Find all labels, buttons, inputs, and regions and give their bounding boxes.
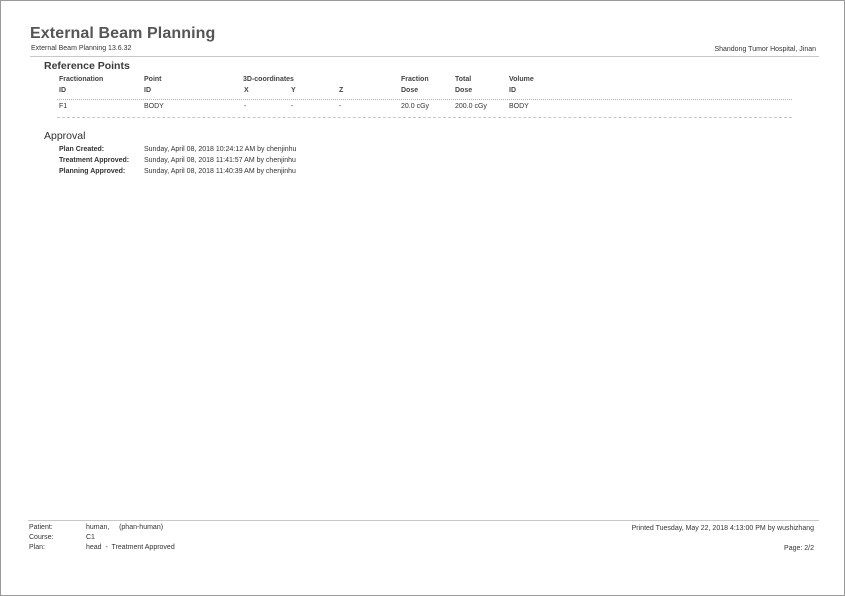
col-header-fraction-dose: Dose <box>401 87 419 94</box>
col-header-fraction: Fraction <box>401 76 429 83</box>
cell-volume-id: BODY <box>509 103 529 110</box>
approval-label-plan-created: Plan Created: <box>59 146 105 153</box>
footer-page-number: Page: 2/2 <box>784 545 814 552</box>
footer-divider <box>28 520 819 521</box>
cell-total-dose: 200.0 cGy <box>455 103 487 110</box>
col-header-fractionation-id: ID <box>59 87 66 94</box>
approval-value-plan-created: Sunday, April 08, 2018 10:24:12 AM by chenjinhu <box>144 146 297 153</box>
footer-plan-value: head - Treatment Approved <box>86 544 175 551</box>
footer-printed-info: Printed Tuesday, May 22, 2018 4:13:00 PM by wushizhang <box>631 525 814 532</box>
col-header-z: Z <box>339 87 344 94</box>
cell-y: - <box>291 103 294 110</box>
cell-point-id: BODY <box>144 103 164 110</box>
table-header-divider <box>57 99 792 100</box>
table-footer-divider <box>57 117 792 118</box>
approval-label-treatment-approved: Treatment Approved: <box>59 157 130 164</box>
col-header-point: Point <box>144 76 162 83</box>
hospital-name: Shandong Tumor Hospital, Jinan <box>714 46 816 53</box>
col-header-y: Y <box>291 87 296 94</box>
report-subtitle: External Beam Planning 13.6.32 <box>31 45 132 52</box>
cell-z: - <box>339 103 342 110</box>
approval-label-planning-approved: Planning Approved: <box>59 168 126 175</box>
approval-value-planning-approved: Sunday, April 08, 2018 11:40:39 AM by chenjinhu <box>144 168 296 175</box>
footer-patient-value: human, (phan-human) <box>86 524 164 531</box>
col-header-fractionation: Fractionation <box>59 76 104 83</box>
col-header-total-dose: Dose <box>455 87 473 94</box>
header-divider <box>30 56 819 57</box>
col-header-3d-coordinates: 3D-coordinates <box>243 76 294 83</box>
reference-points-heading: Reference Points <box>44 60 130 72</box>
col-header-x: X <box>244 87 249 94</box>
cell-fractionation-id: F1 <box>59 103 68 110</box>
approval-heading: Approval <box>44 130 86 142</box>
col-header-total: Total <box>455 76 472 83</box>
footer-patient-label: Patient: <box>29 524 53 531</box>
footer-plan-label: Plan: <box>29 544 45 551</box>
col-header-volume-id: ID <box>509 87 516 94</box>
cell-fraction-dose: 20.0 cGy <box>401 103 430 110</box>
report-title: External Beam Planning <box>30 25 216 42</box>
cell-x: - <box>244 103 247 110</box>
footer-course-value: C1 <box>86 534 95 541</box>
approval-value-treatment-approved: Sunday, April 08, 2018 11:41:57 AM by chenjinhu <box>144 157 296 164</box>
footer-course-label: Course: <box>29 534 54 541</box>
col-header-volume: Volume <box>509 76 534 83</box>
col-header-point-id: ID <box>144 87 151 94</box>
